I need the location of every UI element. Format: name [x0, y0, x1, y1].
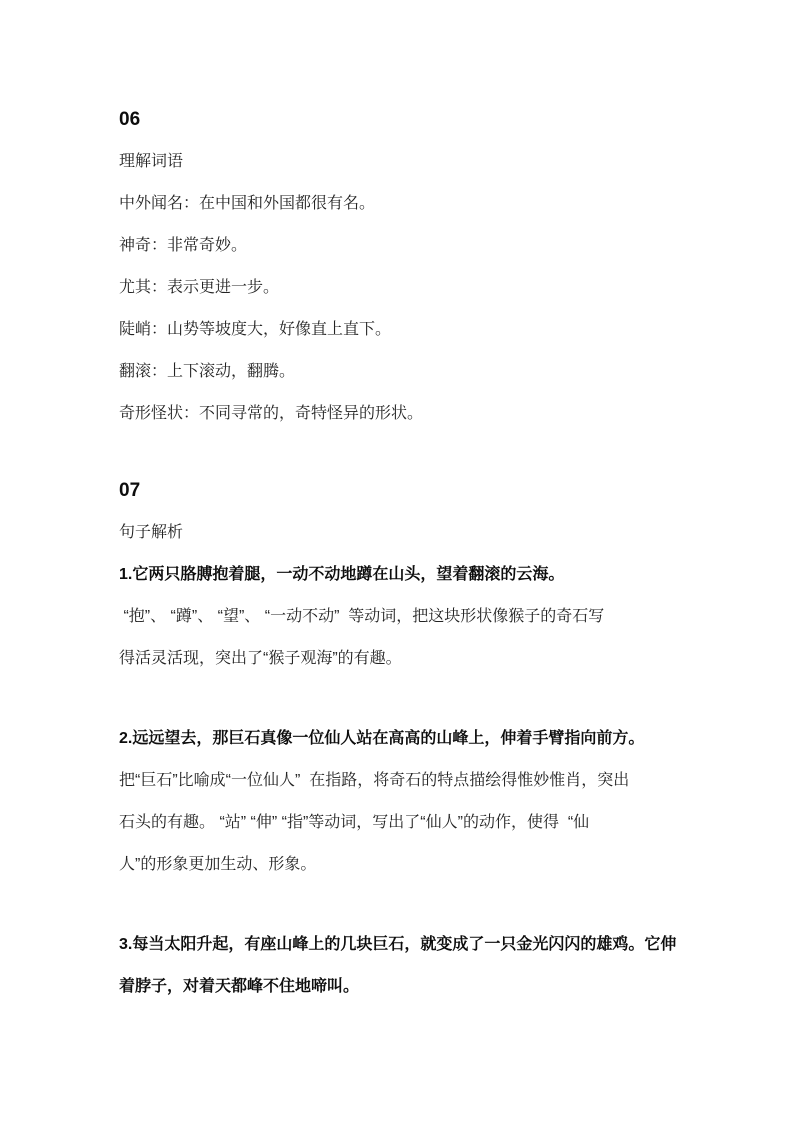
word-definition: 陡峭：山势等坡度大，好像直上直下。 [119, 321, 392, 338]
analysis-line: “抱”、 “蹲”、 “望”、 “一动不动” 等动词，把这块形状像猴子的奇石写 [119, 608, 605, 625]
section-sentence-analysis [119, 470, 700, 1008]
sentence-analysis-item [119, 554, 700, 680]
word-definition: 神奇：非常奇妙。 [119, 237, 248, 254]
section-number-heading: 06 [119, 109, 141, 130]
analysis-line: 把“巨石”比喻成“一位仙人” 在指路，将奇石的特点描绘得惟妙惟肖，突出 [119, 772, 630, 789]
section-title: 句子解析 [119, 524, 184, 541]
analysis-line: 石头的有趣。 “站” “伸” “指”等动词，写出了“仙人”的动作，使得 “仙 [119, 814, 590, 831]
sentence-line: 1.它两只胳膊抱着腿，一动不动地蹲在山头，望着翻滚的云海。 [119, 566, 565, 583]
word-definition: 翻滚：上下滚动，翻腾。 [119, 363, 296, 380]
word-definition: 尤其：表示更进一步。 [119, 279, 280, 296]
sentence-analysis-item [119, 718, 700, 886]
section-word-definitions [119, 99, 700, 435]
sentence-line: 着脖子，对着天都峰不住地啼叫。 [119, 978, 360, 995]
word-definition: 奇形怪状：不同寻常的，奇特怪异的形状。 [119, 405, 424, 422]
sentence-line: 2.远远望去，那巨石真像一位仙人站在高高的山峰上，伸着手臂指向前方。 [119, 730, 645, 747]
section-number-heading: 07 [119, 480, 141, 501]
analysis-line: 人”的形象更加生动、形象。 [119, 856, 317, 873]
sentence-line: 3.每当太阳升起，有座山峰上的几块巨石，就变成了一只金光闪闪的雄鸡。它伸 [119, 936, 677, 953]
section-title: 理解词语 [119, 153, 184, 170]
sentence-analysis-item [119, 924, 700, 1008]
word-definition: 中外闻名：在中国和外国都很有名。 [119, 195, 376, 212]
analysis-line: 得活灵活现，突出了“猴子观海”的有趣。 [119, 650, 402, 667]
